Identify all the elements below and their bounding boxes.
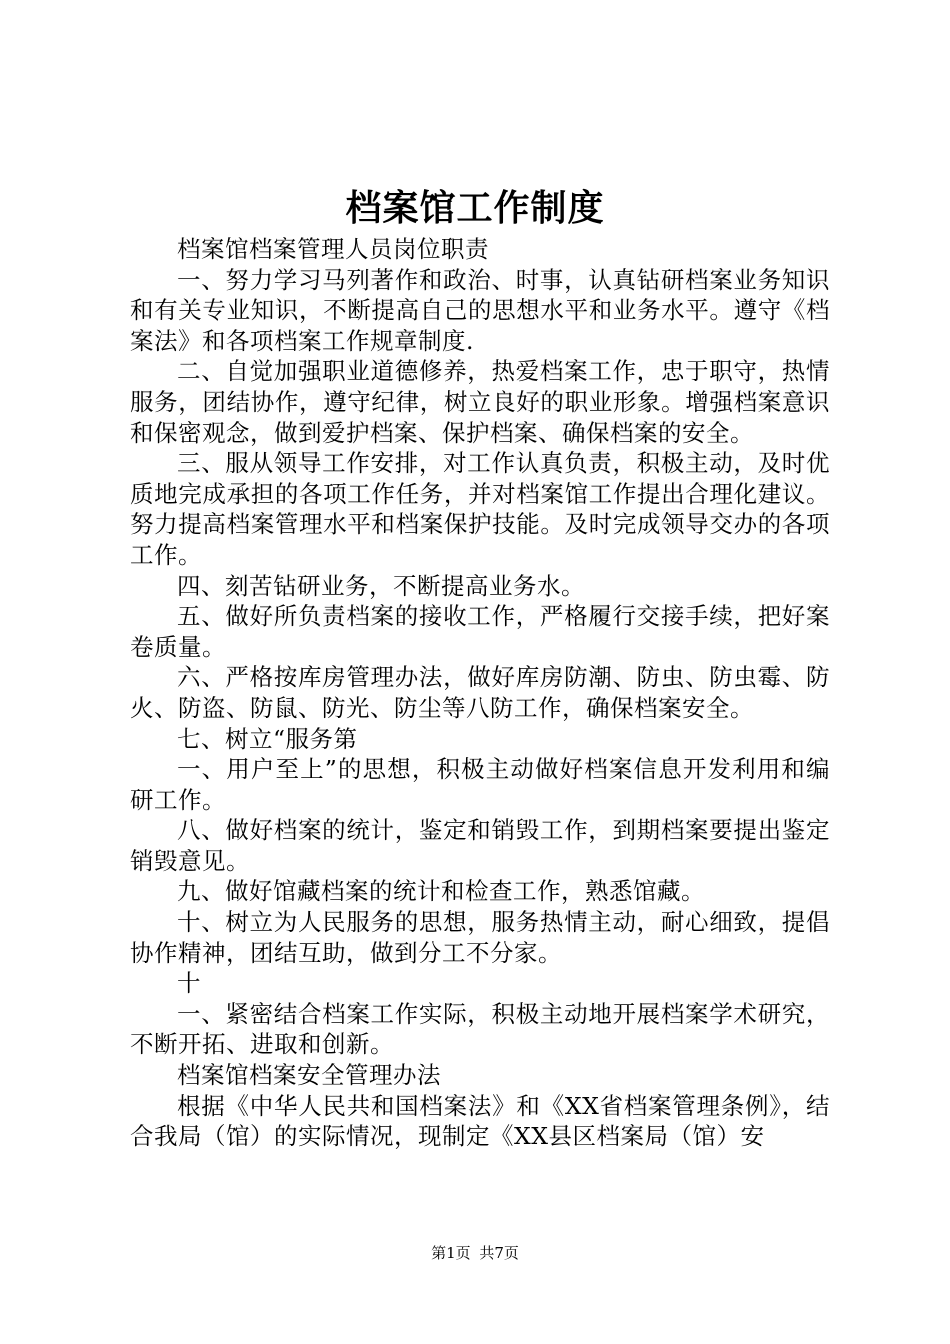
paragraph: 八、做好档案的统计，鉴定和销毁工作，到期档案要提出鉴定销毁意见。 (130, 816, 830, 875)
paragraph: 一、用户至上”的思想，积极主动做好档案信息开发利用和编研工作。 (130, 755, 830, 814)
paragraph: 九、做好馆藏档案的统计和检查工作，熟悉馆藏。 (177, 877, 705, 906)
paragraph: 六、严格按库房管理办法，做好库房防潮、防虫、防虫霉、防火、防盗、防鼠、防光、防尘等八防工作，确保档案安全。 (130, 663, 830, 722)
paragraph: 档案馆档案安全管理办法 (177, 1061, 441, 1090)
document-body (130, 234, 830, 1152)
document-title: 档案馆工作制度 (345, 187, 605, 229)
paragraph: 四、刻苦钻研业务，不断提高业务水。 (177, 571, 585, 600)
page-number: 第1页 (431, 1244, 471, 1262)
page-footer (0, 1243, 950, 1263)
paragraph: 一、努力学习马列著作和政治、时事，认真钻研档案业务知识和有关专业知识，不断提高自己的思想水平和业务水平。遵守《档案法》和各项档案工作规章制度. (130, 265, 830, 355)
paragraph: 档案馆档案管理人员岗位职责 (177, 235, 489, 263)
paragraph: 十 (177, 969, 201, 998)
paragraph: 五、做好所负责档案的接收工作，严格履行交接手续，把好案卷质量。 (130, 602, 830, 661)
paragraph: 根据《中华人民共和国档案法》和《XX省档案管理条例》，结合我局（馆）的实际情况，现制定《XX县区档案局（馆）安 (130, 1091, 830, 1151)
paragraph: 十、树立为人民服务的思想，服务热情主动，耐心细致，提倡协作精神，团结互助，做到分工不分家。 (130, 908, 830, 967)
total-pages: 共7页 (479, 1244, 519, 1262)
paragraph: 七、树立“服务第 (177, 724, 358, 753)
paragraph: 三、服从领导工作安排，对工作认真负责，积极主动，及时优质地完成承担的各项工作任务，并对档案馆工作提出合理化建议。努力提高档案管理水平和档案保护技能。及时完成领导交办的各项工作。 (130, 449, 830, 569)
paragraph: 二、自觉加强职业道德修养，热爱档案工作，忠于职守，热情服务，团结协作，遵守纪律，树立良好的职业形象。增强档案意识和保密观念，做到爱护档案、保护档案、确保档案的安全。 (130, 357, 830, 447)
paragraph: 一、紧密结合档案工作实际，积极主动地开展档案学术研究，不断开拓、进取和创新。 (130, 999, 830, 1059)
